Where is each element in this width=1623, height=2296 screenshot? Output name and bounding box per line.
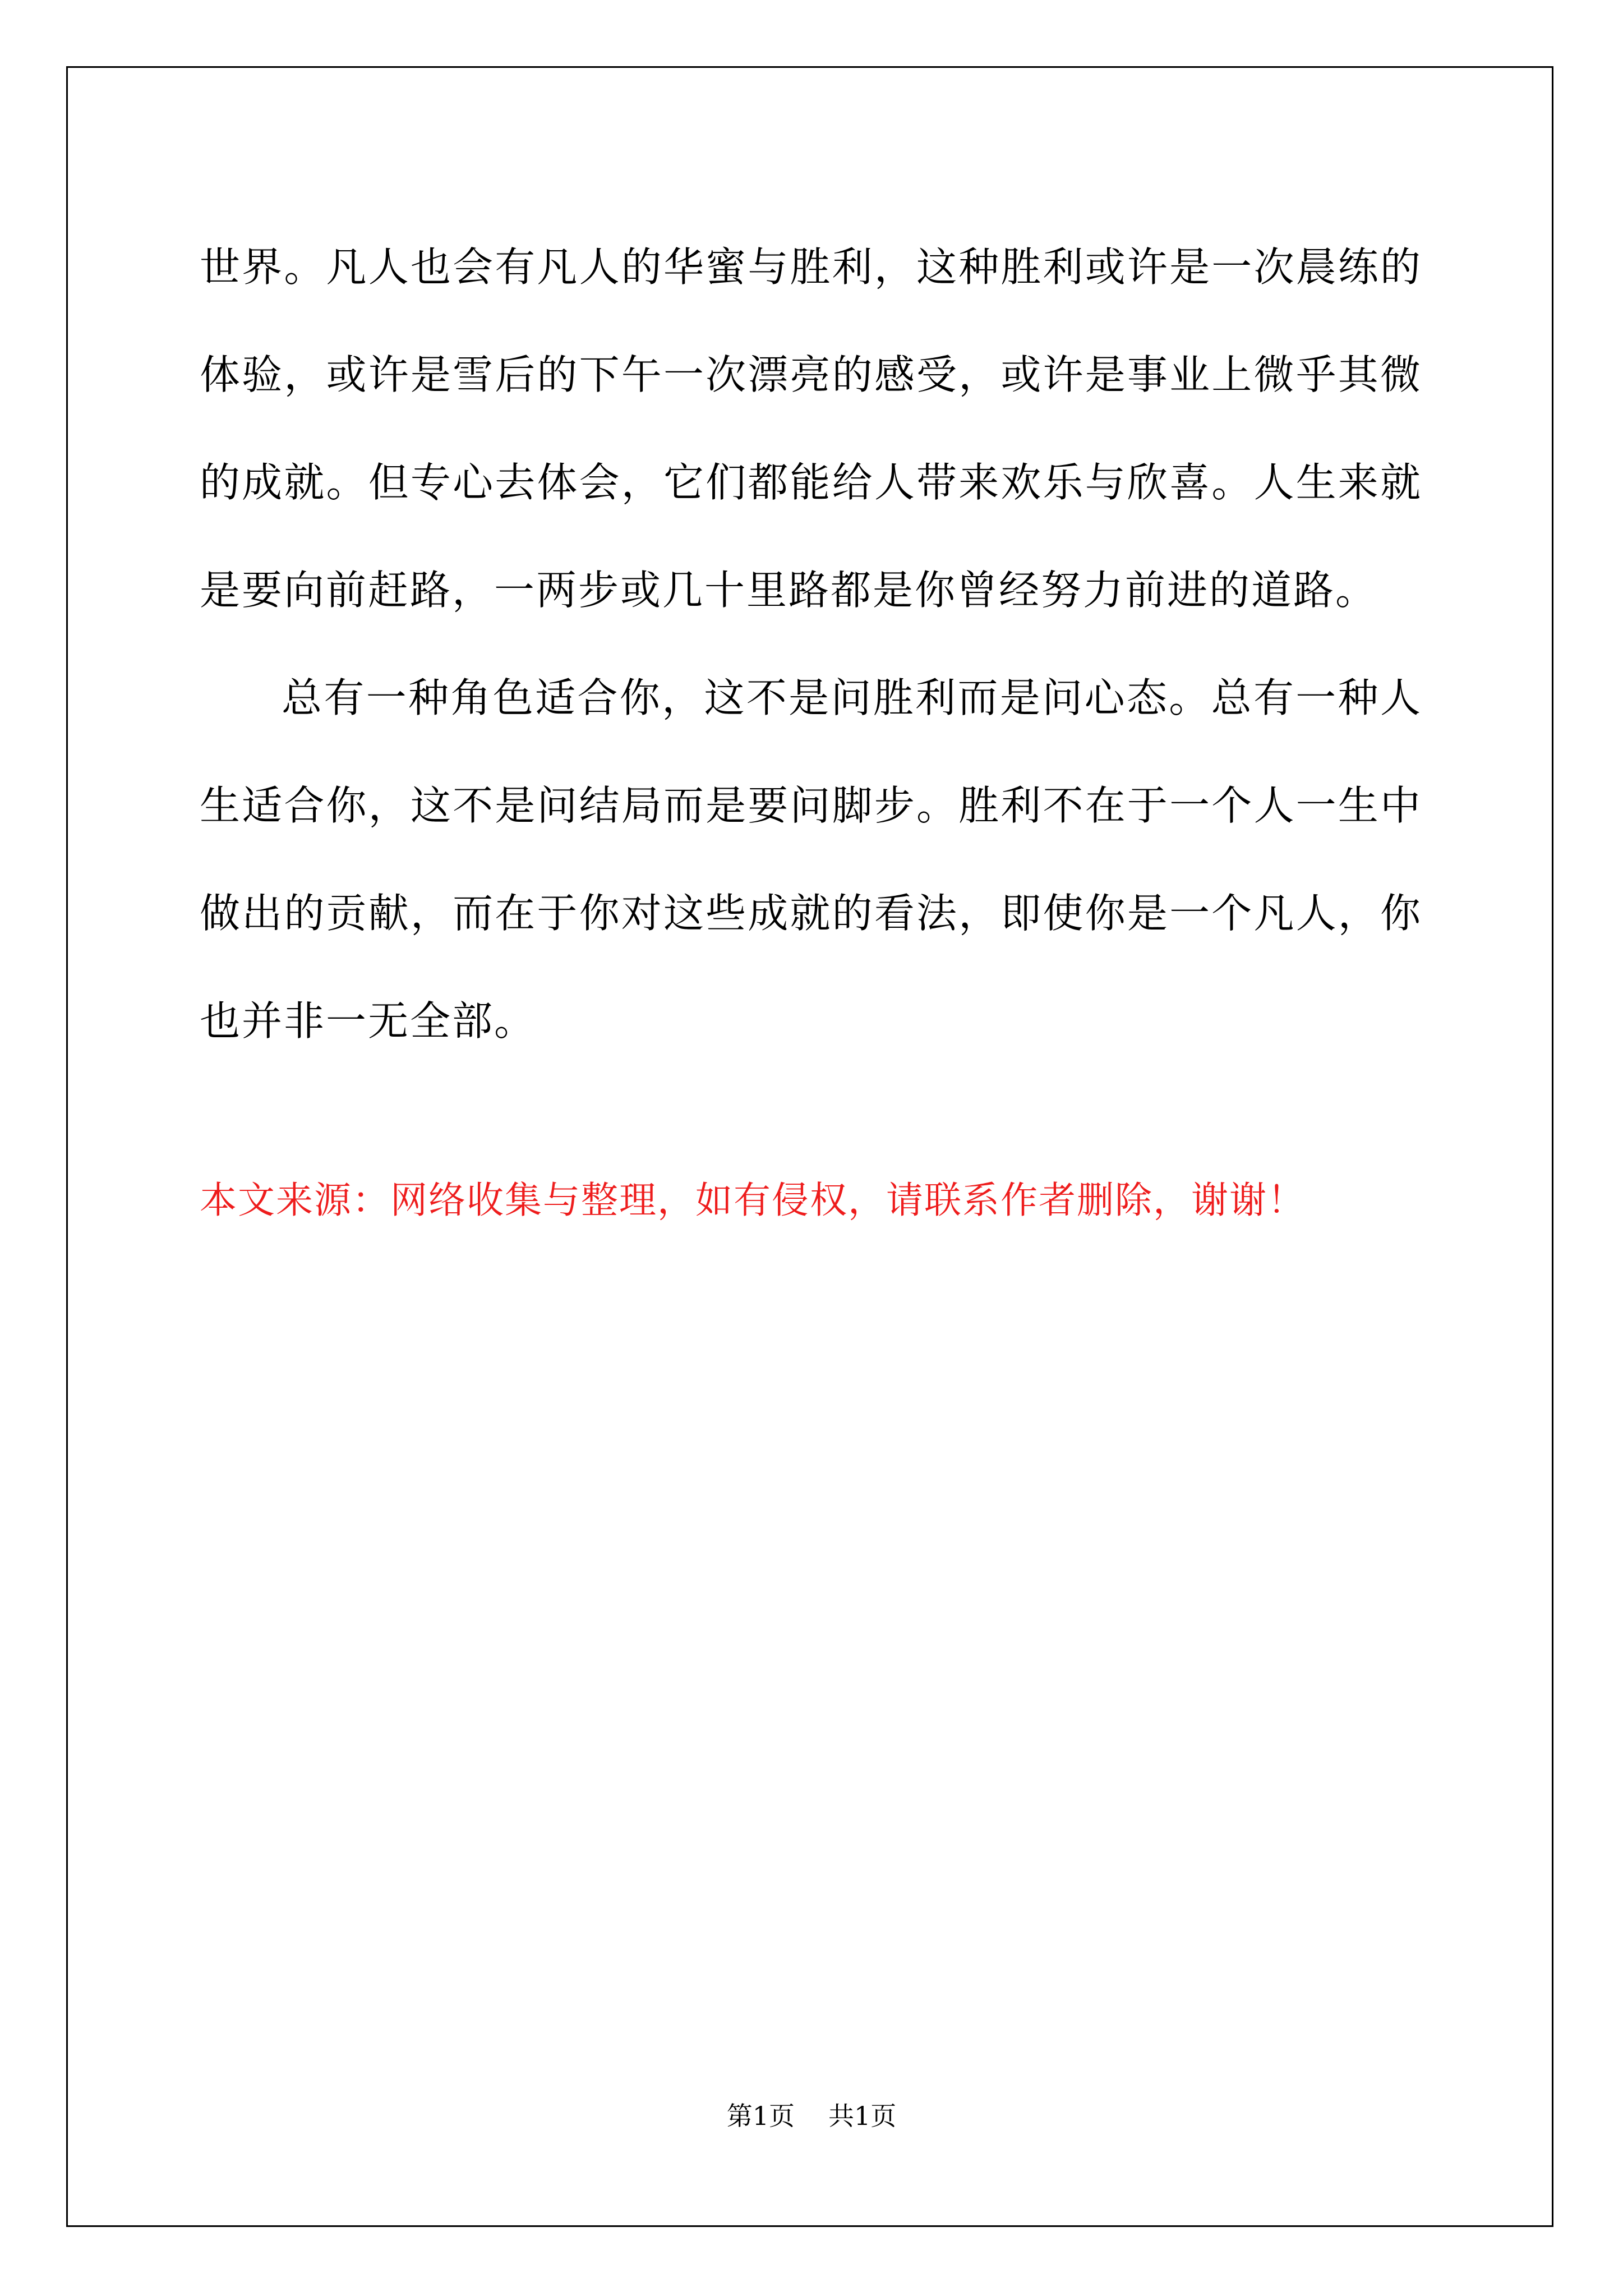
total-pages-label: 共1页 <box>828 2101 897 2131</box>
paragraph-2: 总有一种角色适合你，这不是问胜利而是问心态。总有一种人生适合你，这不是问结局而是要问脚步。胜利不在于一个人一生中做出的贡献，而在于你对这些成就的看法，即使你是一个凡人，你也并非一无全部。 <box>200 674 1422 1045</box>
paragraph-1: 世界。凡人也会有凡人的华蜜与胜利，这种胜利或许是一次晨练的体验，或许是雪后的下午一次漂亮的感受，或许是事业上微乎其微的成就。但专心去体会，它们都能给人带来欢乐与欣喜。人生来就是要向前赶路，一两步或几十里路都是你曾经努力前进的道路。 <box>200 243 1422 614</box>
document-body <box>200 213 1422 1075</box>
current-page-label: 第1页 <box>726 2101 795 2131</box>
page-footer <box>0 2099 1623 2133</box>
source-note: 本文来源：网络收集与整理，如有侵权，请联系作者删除，谢谢！ <box>200 1179 1306 1222</box>
